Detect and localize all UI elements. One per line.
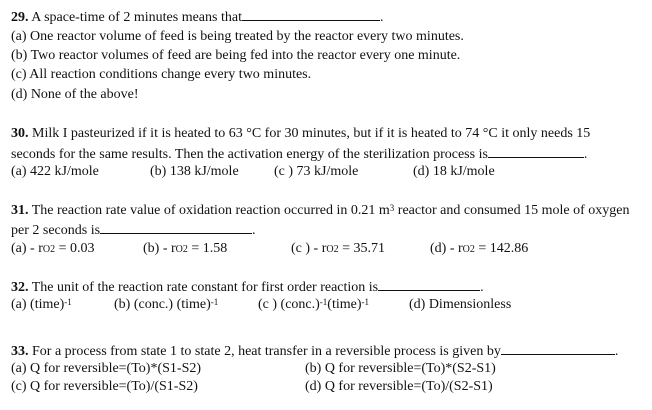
question-number: 32.	[11, 280, 29, 295]
option-30a: (a) 422 kJ/mole	[11, 164, 99, 179]
question-30-stem-line1	[11, 125, 590, 143]
option-31a: (a) - rO2 = 0.03	[11, 241, 95, 256]
question-text: The unit of the reaction rate constant for first order reaction is	[28, 280, 379, 295]
option-32a: (a) (time)$^{-1}$	[11, 297, 72, 312]
question-31-stem-line2: per 2 seconds is .	[11, 223, 256, 238]
option-33b: (b) Q for reversible=(To)*(S2-S1)	[305, 361, 496, 376]
option-32b: (b) (conc.) (time)$^{-1}$	[114, 297, 219, 312]
option-32c: (c ) (conc.)$^{-1}$(time)$^{-1}$	[258, 297, 370, 312]
question-number: 31.	[11, 203, 29, 218]
question-29-stem: 29. A space-time of 2 minutes means that .	[11, 10, 384, 25]
question-text: seconds for the same results. Then the activation energy of the sterilization process is	[11, 147, 488, 162]
option-33c: (c) Q for reversible=(To)/(S1-S2)	[11, 379, 198, 394]
option-31c: (c ) - rO2 = 35.71	[291, 241, 386, 256]
option-29d: (d) None of the above!	[11, 87, 139, 102]
answer-blank	[242, 8, 380, 21]
option-31b: (b) - rO2 = 1.58	[143, 241, 228, 256]
question-text: A space-time of 2 minutes means that	[31, 10, 242, 25]
option-33a: (a) Q for reversible=(To)*(S1-S2)	[11, 361, 202, 376]
option-33d: (d) Q for reversible=(To)/(S2-S1)	[305, 379, 493, 394]
option-29c: (c) All reaction conditions change every two minutes.	[11, 67, 312, 82]
question-number: 30.	[11, 126, 29, 141]
question-text: For a process from state 1 to state 2, heat transfer in a reversible process is given by	[32, 344, 501, 359]
question-text: The reaction rate value of oxidation reaction occurred in 0.21 m	[31, 203, 390, 218]
question-number: 29.	[11, 10, 29, 25]
answer-blank	[488, 145, 584, 158]
answer-blank	[100, 221, 252, 234]
option-29a: (a) One reactor volume of feed is being treated by the reactor every two minutes.	[11, 29, 464, 44]
option-31d: (d) - rO2 = 142.86	[430, 241, 529, 256]
question-text: per 2 seconds is	[11, 223, 101, 238]
question-32-stem: 32. The unit of the reaction rate constant for first order reaction is .	[11, 280, 484, 295]
question-31-stem-line1: 31. The reaction rate value of oxidation reaction occurred in 0.21 $m^3$ reactor and consumed 15 mole of oxygen	[11, 203, 630, 218]
option-29b: (b) Two reactor volumes of feed are being fed into the reactor every one minute.	[11, 48, 461, 63]
question-number: 33.	[11, 344, 29, 359]
question-text: Milk I pasteurized if it is heated to 63 °C for 30 minutes, but if it is heated to 74 °C it only needs 15	[32, 126, 591, 141]
option-30d: (d) 18 kJ/mole	[413, 164, 495, 179]
question-30-stem-line2: seconds for the same results. Then the activation energy of the sterilization process is .	[11, 147, 588, 162]
option-32d: (d) Dimensionless	[409, 297, 512, 312]
answer-blank	[378, 278, 480, 291]
option-30c: (c ) 73 kJ/mole	[274, 164, 359, 179]
answer-blank	[501, 342, 615, 355]
question-33-stem: 33. For a process from state 1 to state 2, heat transfer in a reversible process is given by .	[11, 344, 619, 359]
option-30b: (b) 138 kJ/mole	[150, 164, 239, 179]
